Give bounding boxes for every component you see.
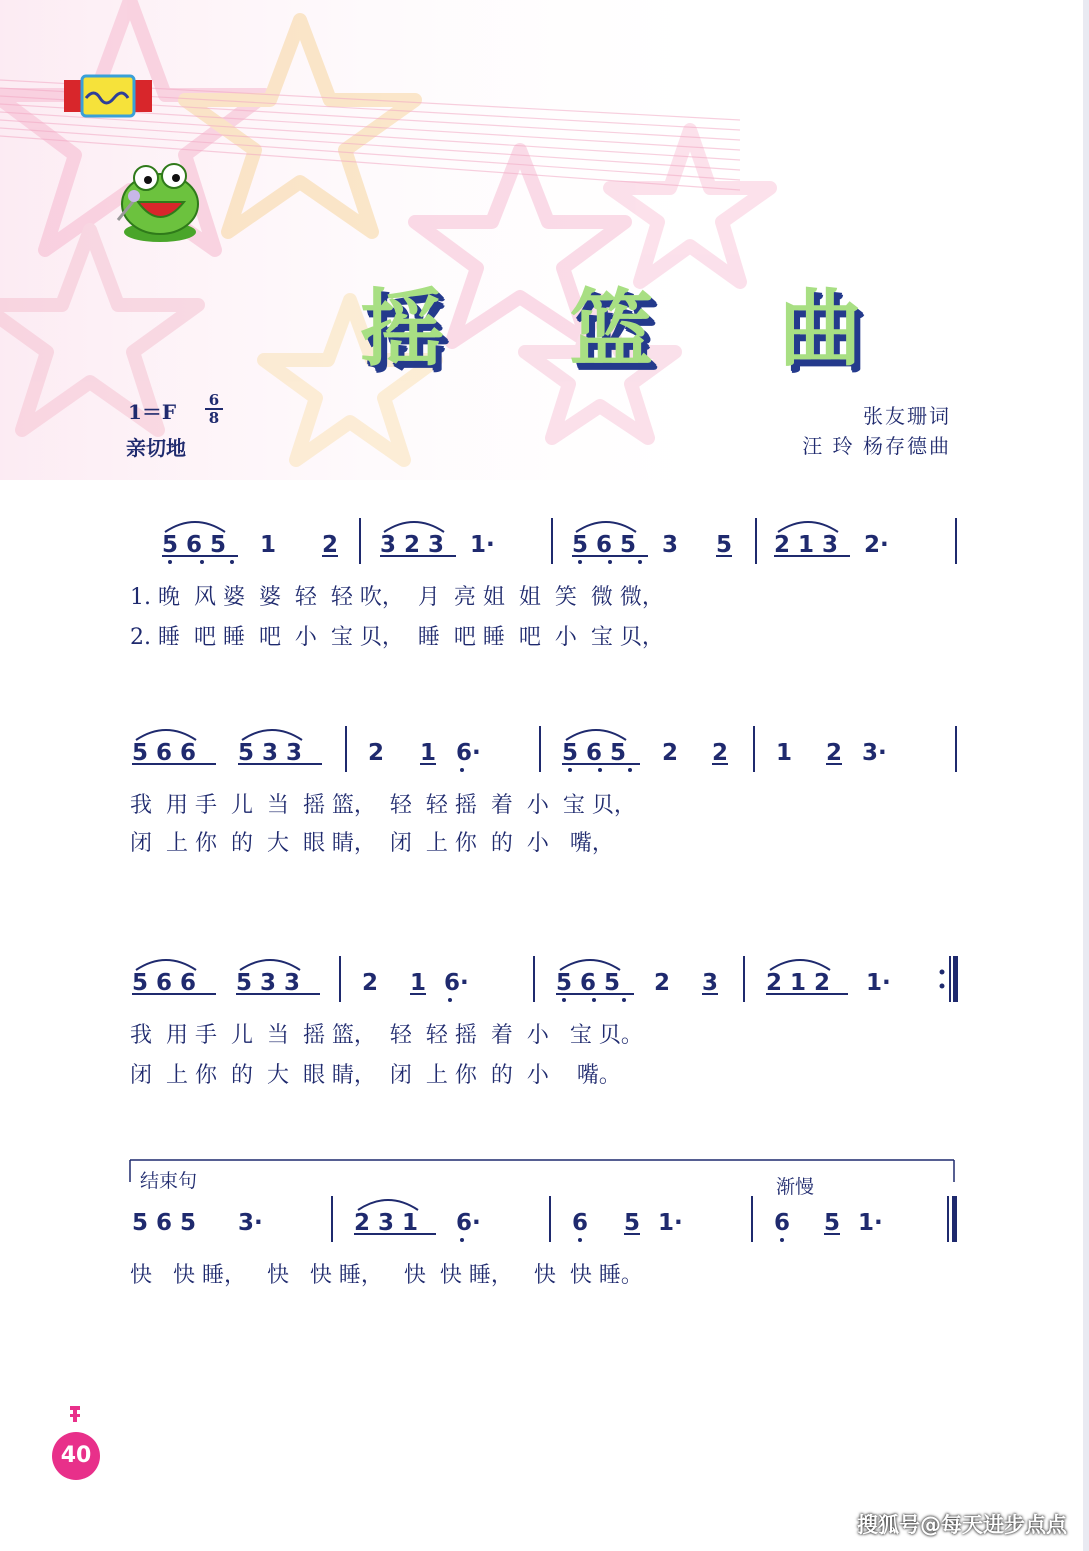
lyric-line-2-verse-1: 我 用 手 儿 当 摇 篮， 轻 轻 摇 着 小 宝 贝， <box>130 793 636 818</box>
ending-label: 结束句 <box>140 1170 198 1192</box>
svg-text:6: 6 <box>572 1210 589 1236</box>
svg-text:5 3 3: 5 3 3 <box>238 740 303 766</box>
svg-text:5: 5 <box>624 1210 641 1236</box>
key-signature: 1＝F <box>128 400 177 424</box>
svg-text:5 6 6: 5 6 6 <box>132 970 197 996</box>
svg-text:1·: 1· <box>866 970 891 996</box>
lyric-line-1-verse-1: 1. 晚 风 婆 婆 轻 轻 吹， 月 亮 姐 姐 笑 微 微， <box>130 585 664 610</box>
svg-text:2: 2 <box>362 970 379 996</box>
svg-text:2: 2 <box>654 970 671 996</box>
svg-text:2·: 2· <box>864 532 889 558</box>
svg-text:3·: 3· <box>862 740 887 766</box>
svg-text:2: 2 <box>712 740 729 766</box>
accordion-logo <box>64 76 152 116</box>
svg-text:6: 6 <box>774 1210 791 1236</box>
svg-text:5 6 5: 5 6 5 <box>556 970 621 996</box>
time-signature-bottom: 8 <box>208 409 220 427</box>
svg-text:5 6 5: 5 6 5 <box>132 1210 197 1236</box>
tempo-marking: 亲切地 <box>126 436 186 460</box>
svg-text:5: 5 <box>716 532 733 558</box>
svg-text:3: 3 <box>662 532 679 558</box>
svg-text:1: 1 <box>420 740 437 766</box>
svg-text:2 3 1: 2 3 1 <box>354 1210 419 1236</box>
page-pin-icon <box>69 1406 81 1426</box>
svg-text:2 1 3: 2 1 3 <box>774 532 839 558</box>
time-signature <box>205 392 223 426</box>
lyric-line-1-verse-2: 2. 睡 吧 睡 吧 小 宝 贝， 睡 吧 睡 吧 小 宝 贝， <box>130 625 664 650</box>
svg-text:5 6 6: 5 6 6 <box>132 740 197 766</box>
page-number: 40 <box>52 1432 100 1480</box>
svg-text:1·: 1· <box>658 1210 683 1236</box>
svg-text:1: 1 <box>260 532 277 558</box>
time-signature-top: 6 <box>208 391 220 409</box>
lyric-line-4: 快 快 睡， 快 快 睡， 快 快 睡， 快 快 睡。 <box>130 1263 643 1288</box>
svg-text:1·: 1· <box>858 1210 883 1236</box>
svg-text:5 6 5: 5 6 5 <box>572 532 637 558</box>
svg-text:2: 2 <box>826 740 843 766</box>
svg-text:2: 2 <box>662 740 679 766</box>
svg-text:5 6 5: 5 6 5 <box>562 740 627 766</box>
svg-text:6·: 6· <box>444 970 469 996</box>
composer-credit: 汪 玲 杨存德曲 <box>802 434 951 458</box>
svg-text:2: 2 <box>322 532 339 558</box>
svg-text:6·: 6· <box>456 740 481 766</box>
lyric-line-3-verse-1: 我 用 手 儿 当 摇 篮， 轻 轻 摇 着 小 宝 贝。 <box>130 1023 643 1048</box>
svg-text:2 1 2: 2 1 2 <box>766 970 831 996</box>
svg-text:5 3 3: 5 3 3 <box>236 970 301 996</box>
svg-text:3 2 3: 3 2 3 <box>380 532 445 558</box>
lyric-line-3-verse-2: 闭 上 你 的 大 眼 睛， 闭 上 你 的 小 嘴。 <box>130 1063 621 1088</box>
svg-text:1: 1 <box>410 970 427 996</box>
svg-text:3: 3 <box>702 970 719 996</box>
svg-text:5 6 5: 5 6 5 <box>162 532 227 558</box>
svg-text:1: 1 <box>776 740 793 766</box>
svg-text:3·: 3· <box>238 1210 263 1236</box>
lyricist-credit: 张友珊词 <box>863 404 951 428</box>
lyric-line-2-verse-2: 闭 上 你 的 大 眼 睛， 闭 上 你 的 小 嘴， <box>130 831 614 856</box>
watermark: 搜狐号@每天进步点点 <box>857 1513 1067 1537</box>
svg-text:6·: 6· <box>456 1210 481 1236</box>
song-title: 摇 篮 曲 <box>360 280 911 378</box>
ritardando-label: 渐慢 <box>776 1176 815 1198</box>
svg-text:5: 5 <box>824 1210 841 1236</box>
page-edge <box>1083 0 1089 1551</box>
svg-text:2: 2 <box>368 740 385 766</box>
svg-text:1·: 1· <box>470 532 495 558</box>
